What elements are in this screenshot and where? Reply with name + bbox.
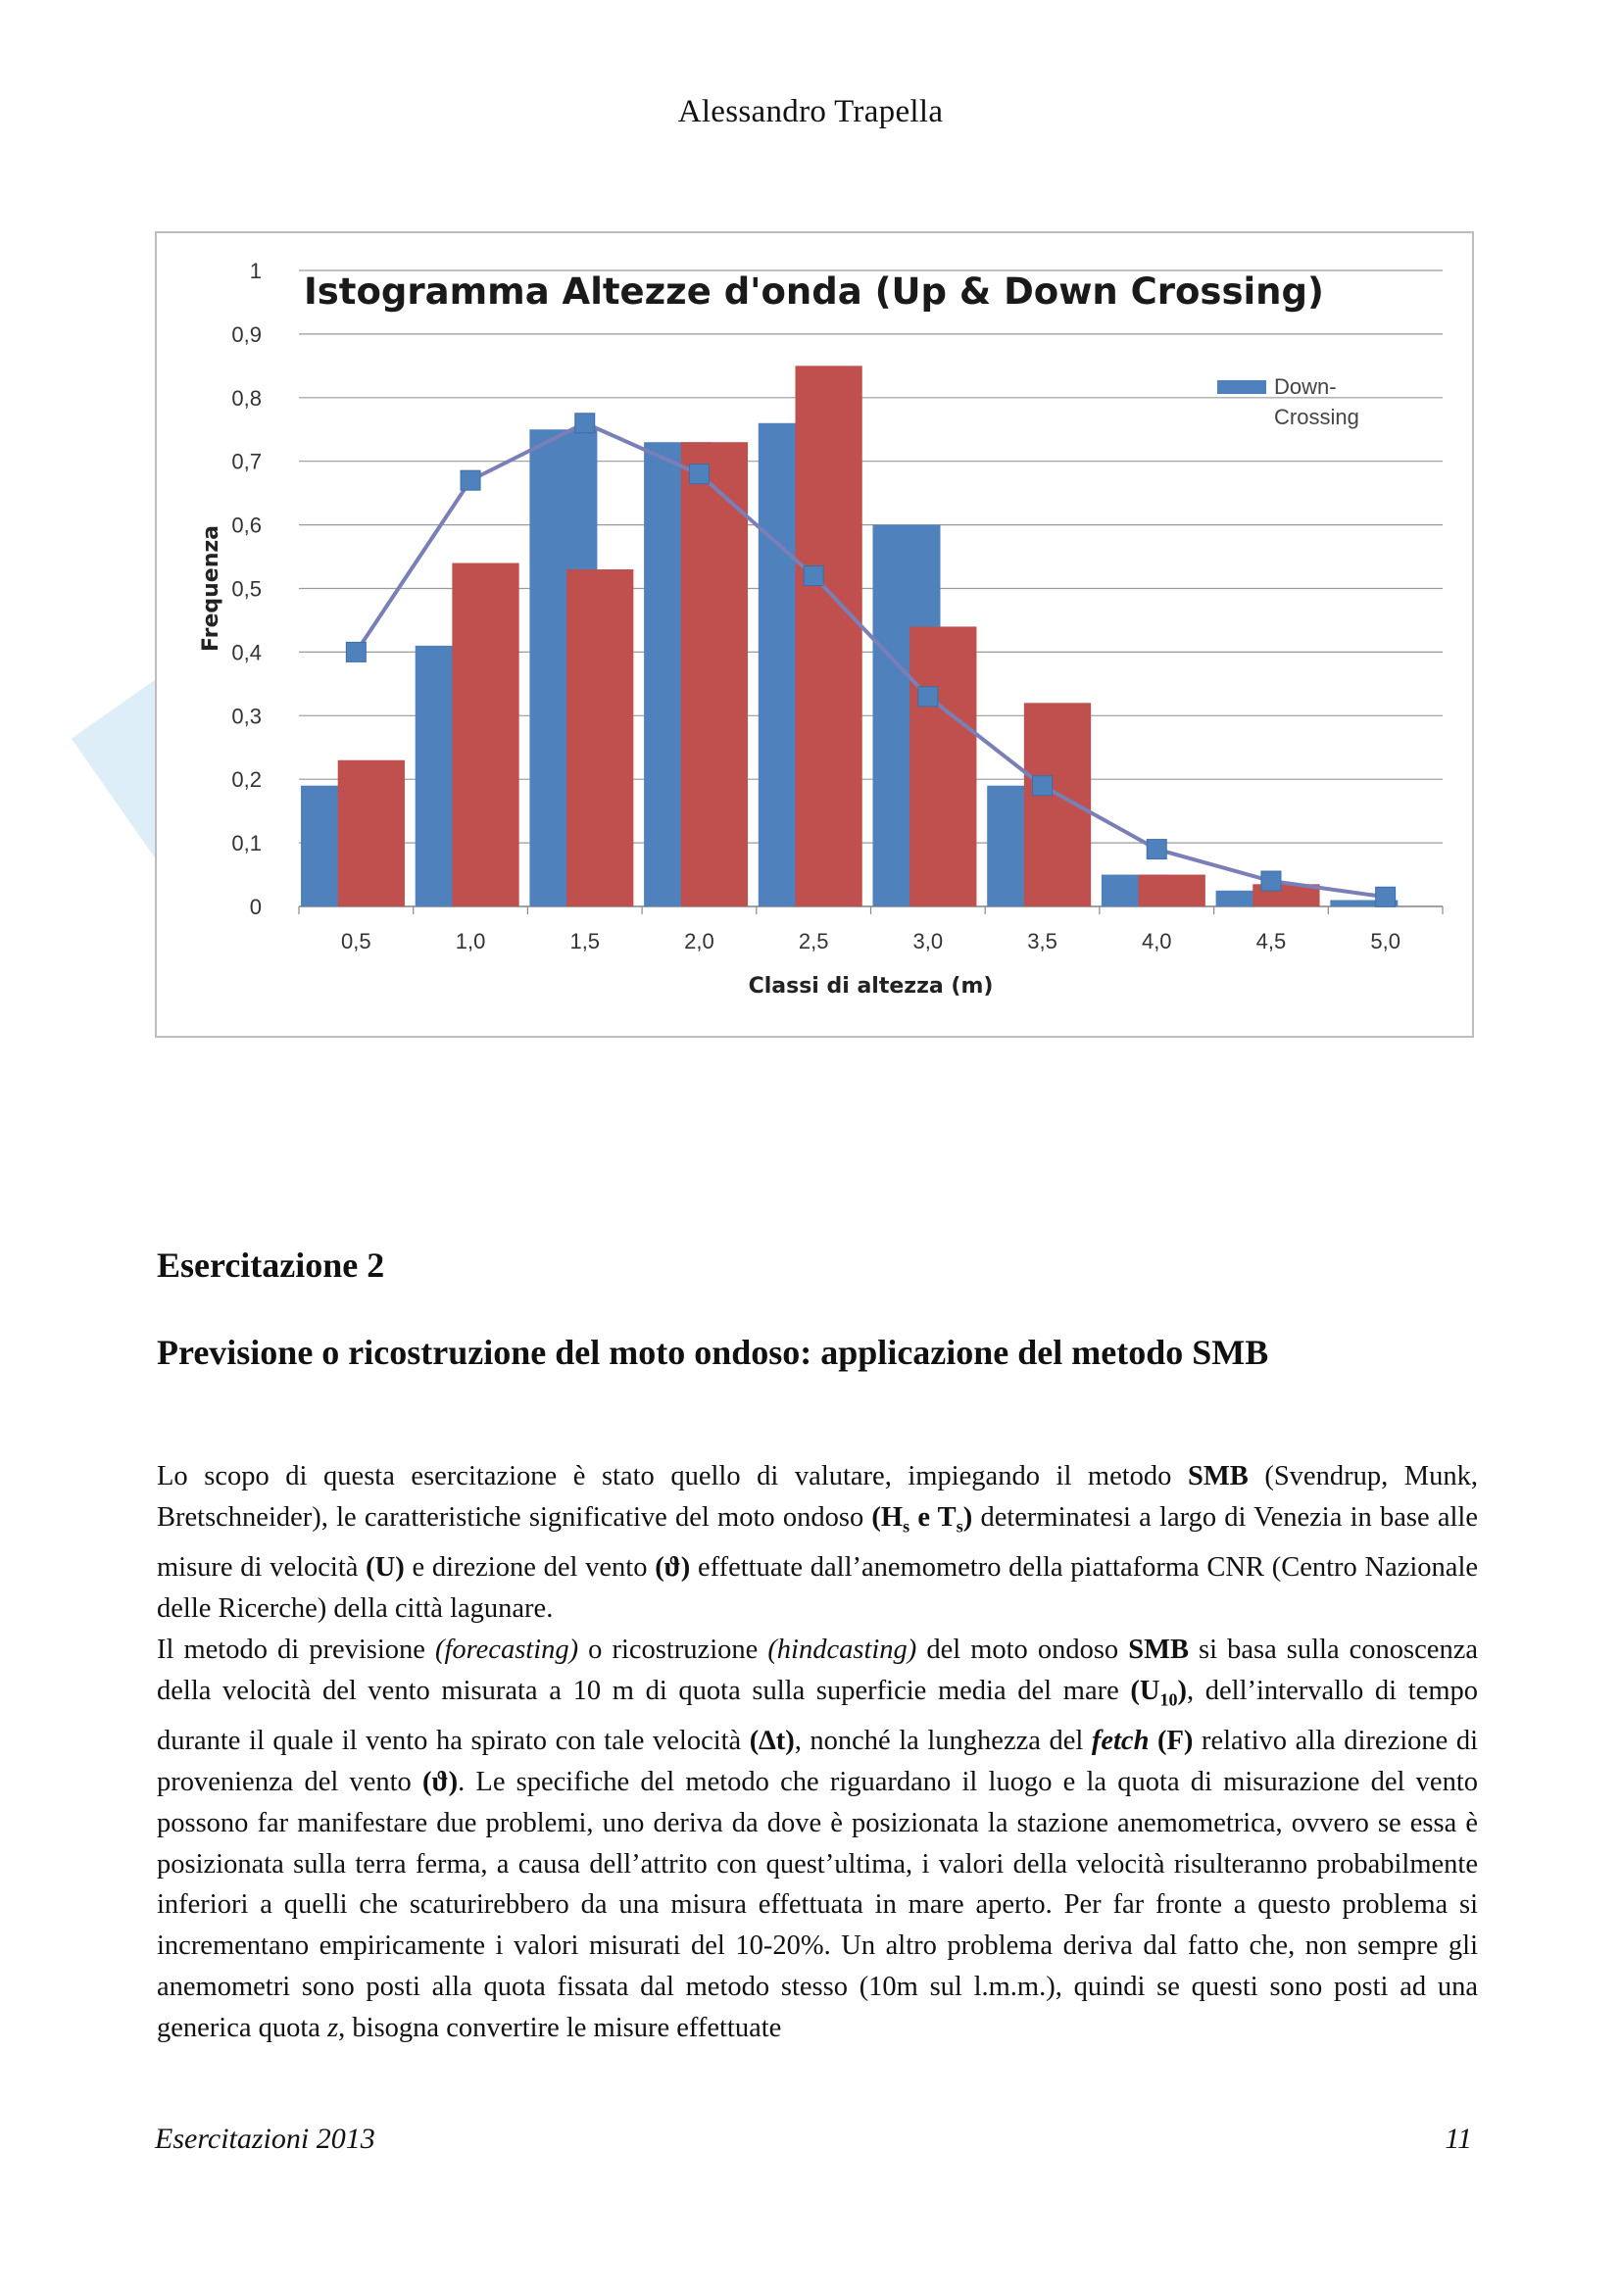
x-tick-label: 1,0 [455, 929, 486, 953]
y-tick-label: 1 [249, 259, 262, 283]
text: Il metodo di previsione [157, 1634, 435, 1665]
line-marker [461, 470, 480, 490]
line-marker [689, 464, 709, 484]
y-tick-label: 0,5 [231, 576, 262, 602]
theta-term: (ϑ) [422, 1766, 459, 1797]
smb-term: SMB [1188, 1461, 1249, 1491]
x-tick-label: 5,0 [1370, 929, 1400, 953]
forecasting-term: (forecasting) [434, 1634, 579, 1665]
u-term: (U) [366, 1552, 405, 1584]
bar-red [795, 366, 861, 906]
line-marker [918, 687, 938, 707]
hindcasting-term: (hindcasting) [767, 1634, 917, 1665]
line-marker [1376, 887, 1396, 906]
x-tick-label: 4,5 [1255, 929, 1287, 953]
x-tick-label: 2,5 [798, 929, 829, 953]
hs-term: (H [871, 1501, 904, 1533]
bar-red [1139, 875, 1205, 906]
y-tick-label: 0,9 [231, 321, 262, 347]
f-term: (F) [1149, 1726, 1194, 1757]
x-tick-label: 3,5 [1027, 929, 1057, 953]
chart-title: Istogramma Altezze d'onda (Up & Down Crossing) [304, 270, 1324, 313]
text: , nonché la lunghezza del [794, 1726, 1092, 1757]
paragraph-1 [157, 1456, 1478, 1630]
x-tick-label: 1,5 [569, 929, 601, 953]
text: . Le specifiche del metodo che riguardano il luogo e la quota di misurazione del vento possono far manifestare due problemi, uno deriva da dove è posizionata la stazione anemometrica, ovvero se essa è posizionata sulla terra ferma, a causa dell’attrito con quest’ultima, i valori della velocità risulteranno probabilmente inferiori a quelli che scaturirebbero da una misura effettuata in mare aperto. Per far fronte a questo problema si incrementano empiricamente i valori misurati del 10-20%. Un altro problema deriva dal fatto che, non sempre gli anemometri sono posti alla quota fissata dal metodo stesso (10m sul l.m.m.), quindi se questi sono posti ad una generica quota [157, 1766, 1478, 2043]
smb-term: SMB [1128, 1634, 1189, 1665]
x-tick-label: 3,0 [912, 929, 944, 953]
x-tick-label: 2,0 [684, 929, 714, 953]
text: o ricostruzione [578, 1634, 768, 1665]
page-number: 11 [1445, 2123, 1472, 2155]
y-axis-label: Frequenza [199, 524, 223, 653]
y-tick-label: 0,1 [231, 831, 262, 856]
bar-red [1024, 703, 1091, 906]
section-title: Previsione o ricostruzione del moto ondoso: applicazione del metodo SMB [157, 1333, 1269, 1372]
legend-label: Crossing [1274, 405, 1359, 429]
y-tick-label: 0,2 [231, 767, 262, 793]
text: (Svendrup, Munk, Bretschneider), le caratteristiche significative del moto ondoso [157, 1461, 1478, 1533]
body-text [157, 1456, 1478, 2049]
subscript: s [956, 1516, 963, 1537]
x-tick-label: 0,5 [341, 929, 371, 953]
u10-term: (U [1130, 1675, 1160, 1706]
paren: ) [962, 1501, 973, 1533]
bar-red [566, 569, 633, 906]
bar-red [338, 760, 405, 906]
line-marker [804, 566, 823, 586]
text: relativo alla direzione di provenienza del vento [157, 1726, 1479, 1797]
text: si basa sulla conoscenza della velocità del vento misurata a 10 m di quota sulla superficie media del mare [157, 1634, 1478, 1706]
paren: ) [1177, 1675, 1187, 1706]
text: effettuate dall’anemometro della piattaforma CNR (Centro Nazionale delle Ricerche) della città lagunare. [157, 1552, 1479, 1625]
y-tick-label: 0,6 [231, 513, 262, 538]
text: Lo scopo di questa esercitazione è stato quello di valutare, impiegando il metodo [157, 1461, 1188, 1491]
paragraph-2 [157, 1630, 1478, 2049]
text: determinatesi a largo di Venezia in base alle misure di velocità [157, 1501, 1478, 1584]
dt-term: (∆t) [749, 1726, 795, 1757]
running-head-author: Alessandro Trapella [677, 94, 944, 129]
text: , bisogna convertire le misure effettuate [338, 2012, 782, 2043]
z-term: z [327, 2012, 339, 2043]
line-marker [575, 414, 595, 433]
histogram-chart [155, 231, 1474, 1038]
legend-swatch [1217, 380, 1266, 394]
ts-term: e T [909, 1501, 957, 1533]
line-marker [1033, 776, 1053, 796]
bar-red [452, 563, 518, 906]
text: e direzione del vento [404, 1552, 656, 1584]
y-tick-label: 0,8 [231, 385, 262, 411]
y-tick-label: 0 [249, 895, 262, 919]
x-tick-label: 4,0 [1141, 929, 1172, 953]
subscript: 10 [1159, 1689, 1178, 1710]
y-tick-label: 0,4 [231, 640, 262, 665]
theta-term: (ϑ) [655, 1552, 691, 1584]
legend-label: Down- [1274, 374, 1337, 399]
line-marker [1261, 871, 1281, 891]
bar-red [909, 626, 976, 906]
footer-title: Esercitazioni 2013 [155, 2123, 375, 2155]
y-tick-label: 0,3 [231, 704, 262, 729]
fetch-term: fetch [1091, 1726, 1150, 1757]
text: del moto ondoso [916, 1634, 1129, 1665]
exercise-heading: Esercitazione 2 [157, 1246, 385, 1285]
chart-canvas [157, 233, 1472, 1036]
bar-red [681, 442, 748, 906]
subscript: s [903, 1516, 910, 1537]
line-marker [346, 642, 366, 661]
y-tick-label: 0,7 [231, 449, 262, 474]
x-axis-label: Classi di altezza (m) [748, 974, 994, 999]
text: , dell’intervallo di tempo durante il quale il vento ha spirato con tale velocità [157, 1675, 1478, 1757]
line-marker [1147, 840, 1166, 859]
